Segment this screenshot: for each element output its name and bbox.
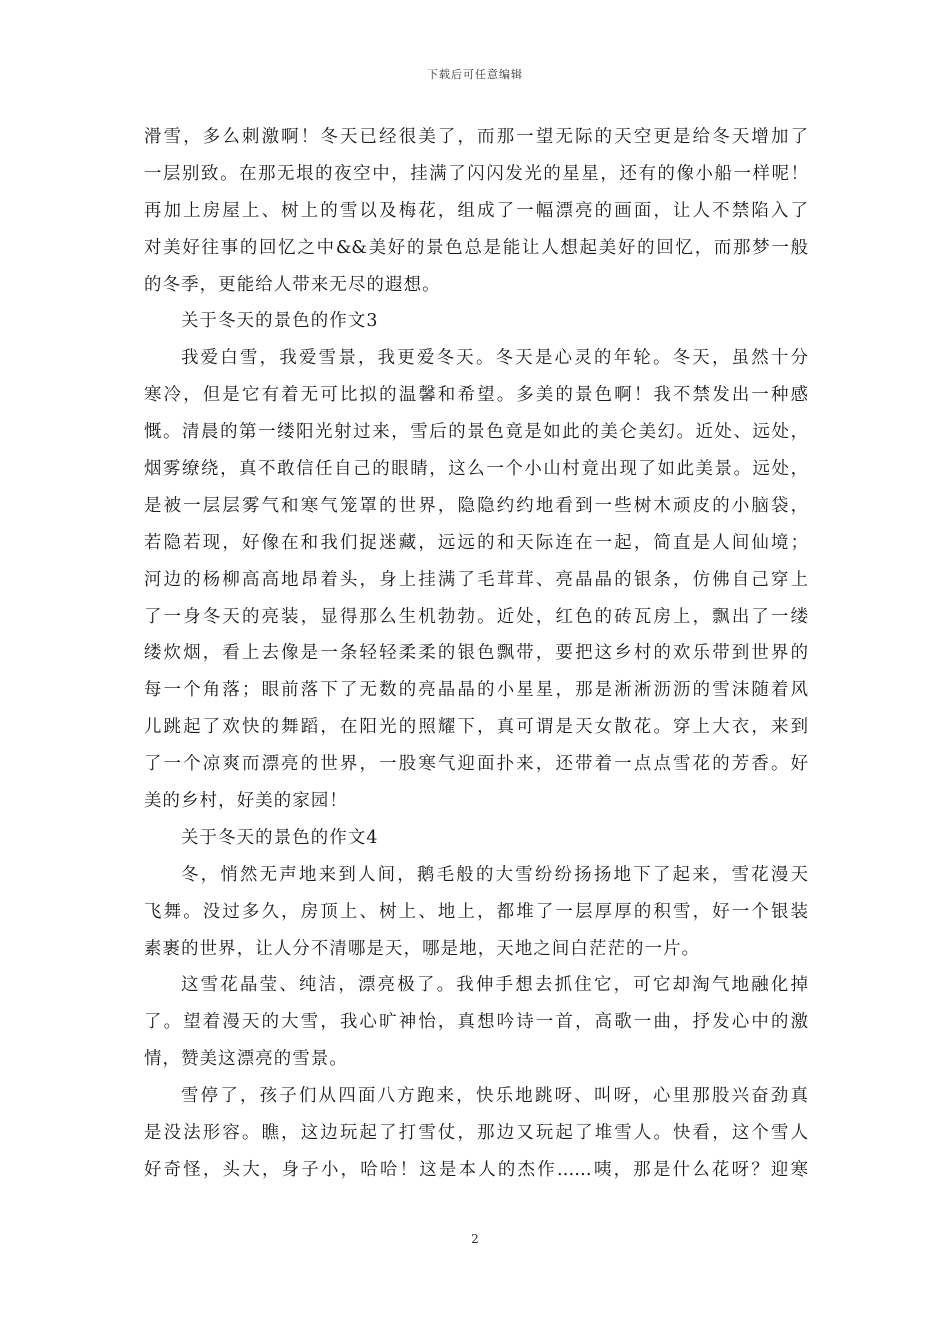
text-line: 关于冬天的景色的作文4 bbox=[181, 827, 379, 848]
text-line: 好奇怪，头大，身子小，哈哈！这是本人的杰作……咦，那是什么花呀？迎寒 bbox=[144, 1159, 808, 1180]
text-line: 对美好往事的回忆之中&&美好的景色总是能让人想起美好的回忆，而那梦一般 bbox=[144, 237, 808, 258]
text-line: 了一个凉爽而漂亮的世界，一股寒气迎面扑来，还带着一点点雪花的芳香。好 bbox=[144, 754, 808, 775]
text-line: 了一身冬天的亮装，显得那么生机勃勃。近处，红色的砖瓦房上，飘出了一缕 bbox=[144, 606, 808, 627]
text-line: 每一个角落；眼前落下了无数的亮晶晶的小星星，那是淅淅沥沥的雪沫随着风 bbox=[144, 680, 808, 701]
text-line: 了。望着漫天的大雪，我心旷神怡，真想吟诗一首，高歌一曲，抒发心中的激 bbox=[144, 1012, 808, 1033]
text-line: 儿跳起了欢快的舞蹈，在阳光的照耀下，真可谓是天女散花。穿上大衣，来到 bbox=[144, 717, 808, 738]
text-line: 寒冷，但是它有着无可比拟的温馨和希望。多美的景色啊！我不禁发出一种感 bbox=[144, 385, 808, 406]
text-line: 若隐若现，好像在和我们捉迷藏，远远的和天际连在一起，简直是人间仙境； bbox=[144, 532, 808, 553]
text-line: 是被一层层雾气和寒气笼罩的世界，隐隐约约地看到一些树木顽皮的小脑袋， bbox=[144, 495, 808, 516]
text-line: 缕炊烟，看上去像是一条轻轻柔柔的银色飘带，要把这乡村的欢乐带到世界的 bbox=[144, 643, 808, 664]
text-line: 情，赞美这漂亮的雪景。 bbox=[144, 1049, 348, 1070]
text-line: 关于冬天的景色的作文3 bbox=[181, 311, 379, 332]
text-line: 雪停了，孩子们从四面八方跑来，快乐地跳呀、叫呀，心里那股兴奋劲真 bbox=[181, 1086, 808, 1107]
text-line: 河边的杨柳高高地昂着头，身上挂满了毛茸茸、亮晶晶的银条，仿佛自己穿上 bbox=[144, 569, 808, 590]
text-line: 滑雪，多么刺激啊！冬天已经很美了，而那一望无际的天空更是给冬天增加了 bbox=[144, 127, 808, 147]
text-line: 我爱白雪，我爱雪景，我更爱冬天。冬天是心灵的年轮。冬天，虽然十分 bbox=[181, 348, 808, 369]
text-line: 素裹的世界，让人分不清哪是天，哪是地，天地之间白茫茫的一片。 bbox=[144, 938, 701, 959]
text-line: 慨。清晨的第一缕阳光射过来，雪后的景色竟是如此的美仑美幻。近处、远处， bbox=[144, 422, 808, 443]
text-line: 飞舞。没过多久，房顶上、树上、地上，都堆了一层厚厚的积雪，好一个银装 bbox=[144, 901, 808, 922]
text-line: 美的乡村，好美的家园！ bbox=[144, 791, 348, 812]
text-line: 是没法形容。瞧，这边玩起了打雪仗，那边又玩起了堆雪人。快看，这个雪人 bbox=[144, 1123, 808, 1144]
text-line: 一层别致。在那无垠的夜空中，挂满了闪闪发光的星星，还有的像小船一样呢！ bbox=[144, 163, 808, 184]
text-line: 这雪花晶莹、纯洁，漂亮极了。我伸手想去抓住它，可它却淘气地融化掉 bbox=[181, 975, 808, 996]
text-line: 再加上房屋上、树上的雪以及梅花，组成了一幅漂亮的画面，让人不禁陷入了 bbox=[144, 200, 808, 221]
text-line: 烟雾缭绕，真不敢信任自己的眼睛，这么一个小山村竟出现了如此美景。远处， bbox=[144, 459, 808, 480]
page-header: 下载后可任意编辑 bbox=[427, 68, 523, 81]
text-line: 的冬季，更能给人带来无尽的遐想。 bbox=[144, 274, 441, 295]
document-body bbox=[144, 119, 808, 1189]
text-line: 冬，悄然无声地来到人间，鹅毛般的大雪纷纷扬扬地下了起来，雪花漫天 bbox=[181, 864, 808, 885]
page-number: 2 bbox=[471, 1232, 479, 1246]
